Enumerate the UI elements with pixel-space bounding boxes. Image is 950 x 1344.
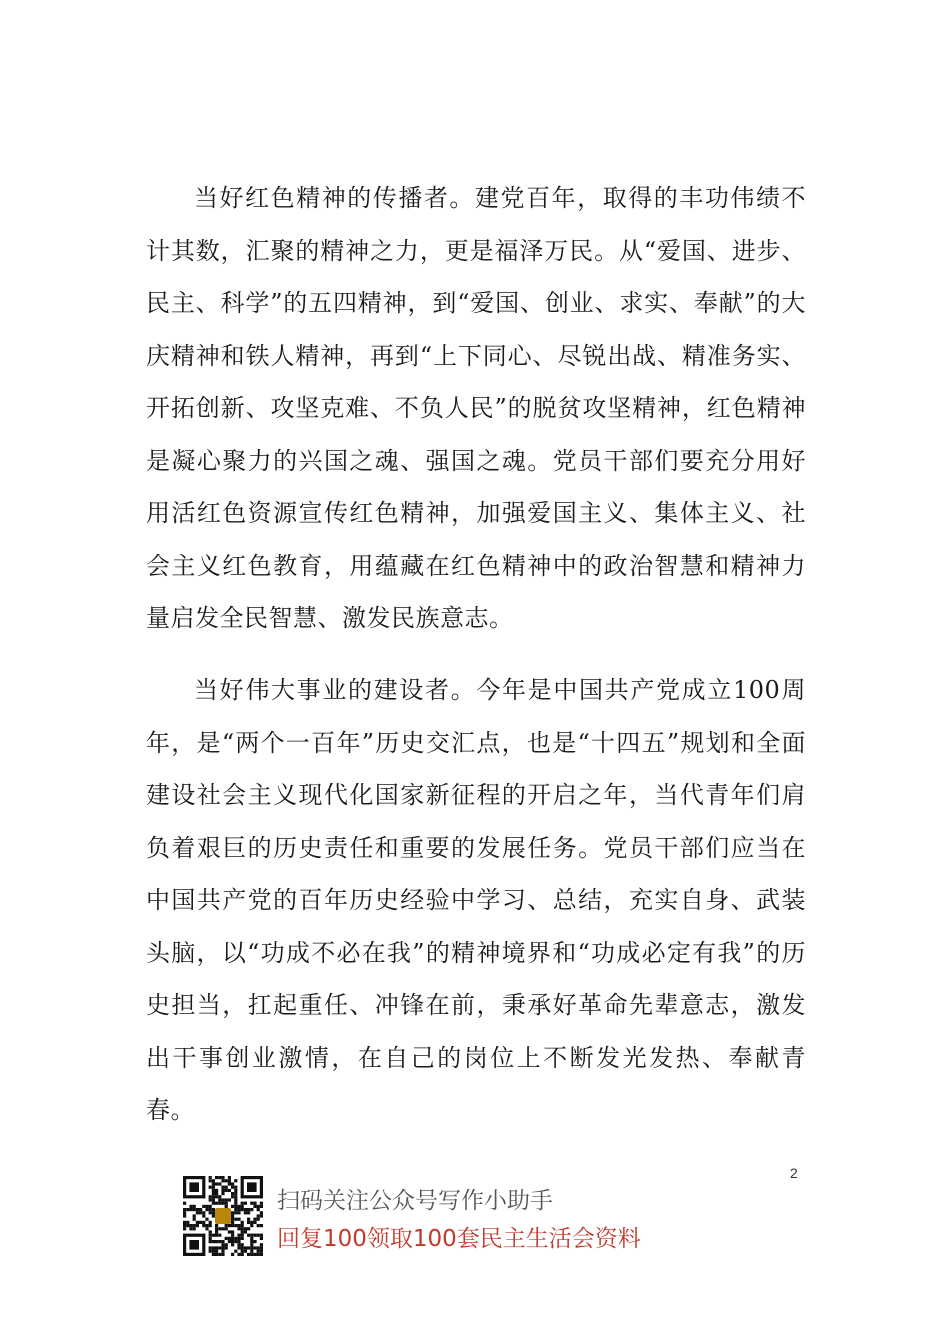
paragraph-red-spirit: 当好红色精神的传播者。建党百年，取得的丰功伟绩不计其数，汇聚的精神之力，更是福泽万民。从“爱国、进步、民主、科学”的五四精神，到“爱国、创业、求实、奉献”的大庆精神和铁人精神，再到“上下同心、尽锐出战、精准务实、开拓创新、攻坚克难、不负人民”的脱贫攻坚精神，红色精神是凝心聚力的兴国之魂、强国之魂。党员干部们要充分用好用活红色资源宣传红色精神，加强爱国主义、集体主义、社会主义红色教育，用蕴藏在红色精神中的政治智慧和精神力量启发全民智慧、激发民族意志。 bbox=[146, 184, 806, 632]
footer-promo bbox=[183, 1176, 653, 1258]
paragraph-great-cause: 当好伟大事业的建设者。今年是中国共产党成立100周年，是“两个一百年”历史交汇点，也是“十四五”规划和全面建设社会主义现代化国家新征程的开启之年，当代青年们肩负着艰巨的历史责任和重要的发展任务。党员干部们应当在中国共产党的百年历史经验中学习、总结，充实自身、武装头脑，以“功成不必在我”的精神境界和“功成必定有我”的历史担当，扛起重任、冲锋在前，秉承好革命先辈意志，激发出干事创业激情，在自己的岗位上不断发光发热、奉献青春。 bbox=[146, 676, 806, 1124]
footer-reply-text: 回复100领取100套民主生活会资料 bbox=[277, 1226, 641, 1252]
footer-follow-text: 扫码关注公众号写作小助手 bbox=[277, 1188, 553, 1214]
qr-code-icon bbox=[183, 1176, 263, 1256]
page-number: 2 bbox=[790, 1165, 798, 1181]
